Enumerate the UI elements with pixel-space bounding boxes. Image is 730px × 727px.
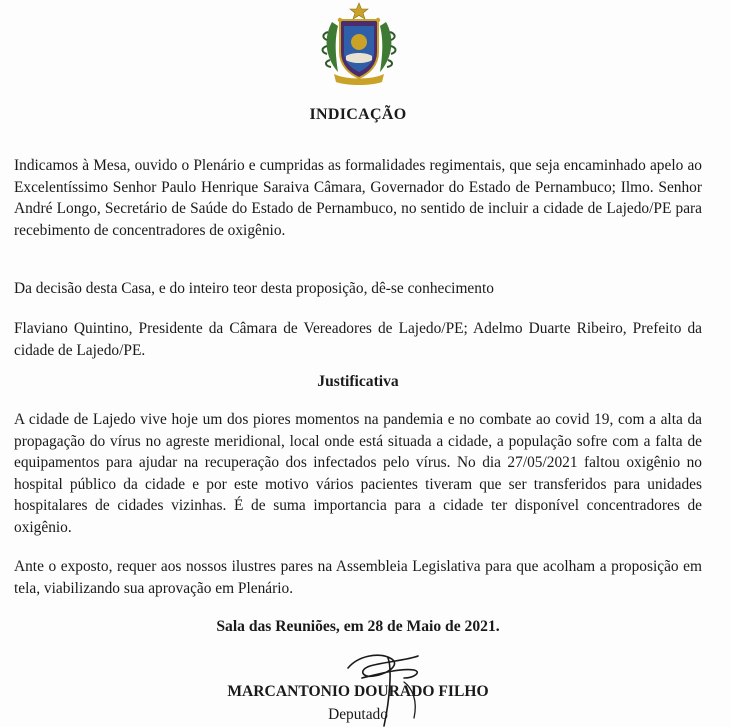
signer-role: Deputado (328, 706, 388, 723)
document-title: INDICAÇÃO (309, 106, 407, 123)
coat-of-arms-icon (318, 2, 400, 86)
decision-paragraph: Da decisão desta Casa, e do inteiro teor desta proposição, dê-se conhecimento (14, 280, 494, 297)
justification-paragraph: A cidade de Lajedo vive hoje um dos piores momentos na pandemia e no combate ao covid 19, com a alta da propagação do vírus no agreste meridional, local onde está situada a cidade, a população sofre com a falta de equipamentos para ajudar na recuperação dos infectados pelo vírus. No dia 27/05/2021 faltou oxigênio no hospital público da cidade e por este motivo vários pacientes tiveram que ser transferidos para unidades hospitalares de cidades vizinhas. É de suma importancia para a cidade ter disponível concentradores de oxigênio. (14, 411, 702, 536)
recipients-paragraph: Flaviano Quintino, Presidente da Câmara de Vereadores de Lajedo/PE; Adelmo Duarte Ribeiro, Prefeito da cidade de Lajedo/PE. (14, 320, 702, 359)
indication-paragraph: Indicamos à Mesa, ouvido o Plenário e cumpridas as formalidades regimentais, que seja encaminhado apelo ao Excelentíssimo Senhor Paulo Henrique Saraiva Câmara, Governador do Estado de Pernambuco; Ilmo. Senhor André Longo, Secretário de Saúde do Estado de Pernambuco, no sentido de incluir a cidade de Lajedo/PE para recebimento de concentradores de oxigênio. (14, 157, 702, 239)
request-paragraph: Ante o exposto, requer aos nossos ilustres pares na Assembleia Legislativa para que acolham a proposição em tela, viabilizando sua aprovação em Plenário. (14, 558, 702, 597)
justification-heading: Justificativa (317, 373, 399, 390)
date-line: Sala das Reuniões, em 28 de Maio de 2021. (216, 618, 500, 635)
signer-name: MARCANTONIO DOURADO FILHO (227, 683, 489, 700)
